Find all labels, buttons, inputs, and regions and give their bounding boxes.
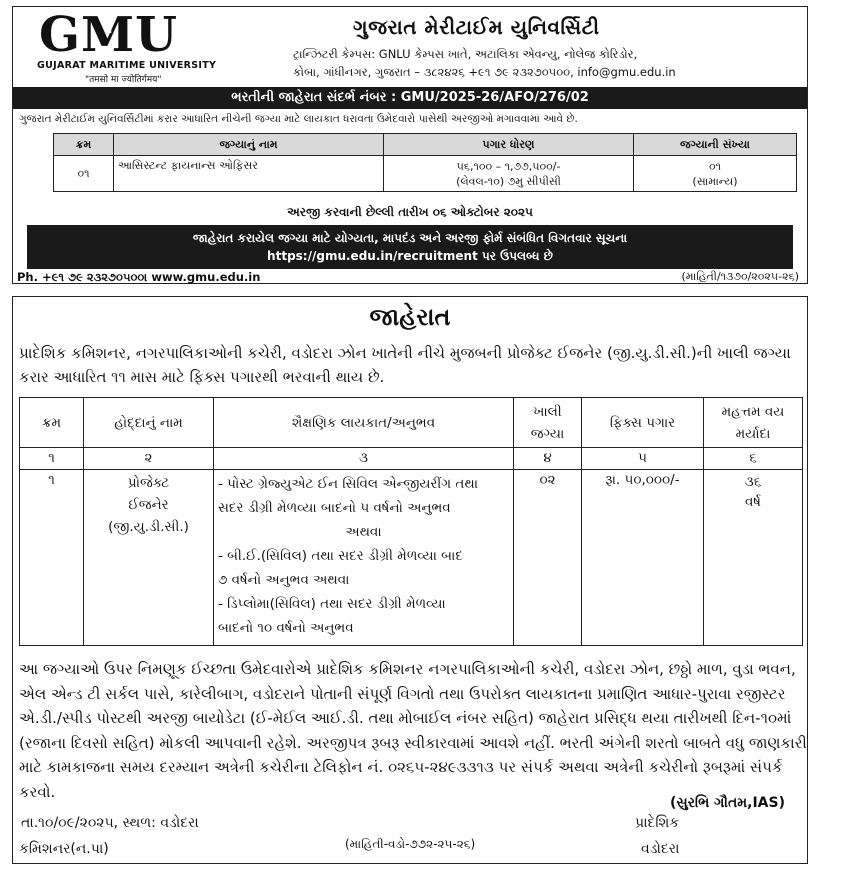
qual-2b: ૭ વર્ષનો અનુભવ અથવા [218, 572, 350, 588]
detail-info-bar [27, 225, 793, 269]
pay-line-2: (લેવલ-૧૦) ૭મુ સીપીસી [456, 174, 561, 188]
vacancy-table [53, 133, 797, 192]
col-header-post: હોદ્દાનું નામ [84, 398, 214, 448]
qual-1b: સદર ડીગ્રી મેળવ્યા બાદનો ૫ વર્ષનો અનુભવ [218, 500, 451, 516]
address-line-1: ટ્રાન્ઝિટરી કેમ્પસ: GNLU કેમ્પસ ખાતે, અટાલિકા એવન્યુ, નોલેજ કોરિડોર, [293, 47, 638, 61]
count-line-2: (સામાન્ય) [692, 174, 738, 188]
age-line-1: ૩૬ [744, 474, 762, 490]
age-line-2: વર્ષ [745, 494, 761, 510]
col-num-3: ૩ [214, 448, 514, 470]
anchor-icon [97, 7, 123, 37]
table-header-row [54, 134, 797, 156]
logo-mark: GMU [39, 7, 178, 63]
cell-pay: રૂા. ૫૦,૦૦૦/- [582, 470, 704, 646]
col-num-1: ૧ [20, 448, 84, 470]
table-row [20, 470, 803, 646]
signatory-role-line-1: પ્રાદેશિક [635, 815, 680, 831]
detail-line-1: જાહેરાત કરાયેલ જગ્યા માટે યોગ્યતા, માપદંડ અને અરજી ફોર્મ સંબંધિત વિગતવાર સૂચના [192, 231, 628, 245]
col-num-4: ૪ [514, 448, 582, 470]
ad2-title: જાહેરાત [369, 303, 451, 331]
cell-vacancy: ૦૨ [514, 470, 582, 646]
qual-or: અથવા [345, 524, 382, 540]
col-header-count: જગ્યાની સંખ્યા [634, 134, 797, 156]
ad2-info-reference: (માહિતી-વડો-૭૭૨-૨૫-૨૬) [345, 837, 476, 851]
project-engineer-table [19, 397, 803, 646]
cell-sr: ૧ [20, 470, 84, 646]
university-name: ગુજરાત મેરીટાઈમ યુનિવર્સિટી [353, 15, 600, 39]
col-header-pay: ફિક્સ પગાર [582, 398, 704, 448]
col-header-vacancy: ખાલી જગ્યા [514, 398, 582, 448]
qual-3b: બાદનો ૧૦ વર્ષનો અનુભવ [218, 620, 354, 636]
phone-website: Ph. +૯૧ ૭૯ ૨૩૨૭૦૫૦૦। www.gmu.edu.in [17, 270, 261, 284]
date-place: તા.૧૦/૦૯/૨૦૨૫, સ્થળ: વડોદરા [21, 815, 199, 831]
gmu-header [13, 7, 807, 85]
detail-line-2: https://gmu.edu.in/recruitment પર ઉપલબ્ધ છે [267, 249, 553, 263]
table-header-row [20, 398, 803, 448]
col-header-post: જગ્યાનું નામ [114, 134, 384, 156]
signatory-role-line-2: વડોદરા [641, 841, 680, 857]
col-num-5: ૫ [582, 448, 704, 470]
col-header-sr: ક્રમ [54, 134, 114, 156]
gmu-advertisement [12, 6, 808, 284]
column-number-row [20, 448, 803, 470]
gmu-logo [19, 9, 269, 83]
col-num-6: ૬ [704, 448, 803, 470]
application-deadline: અરજી કરવાની છેલ્લી તારીખ ૦૬ ઓક્ટોબર ૨૦૨૫ [287, 205, 533, 219]
qual-3a: - ડિપ્લોમા(સિવિલ) તથા સદર ડીગ્રી મેળવ્યા [218, 596, 446, 612]
cell-post [84, 470, 214, 646]
logo-motto: "तमसो मा ज्योतिर्गमय" [85, 75, 162, 85]
recruitment-reference-bar: ભરતીની જાહેરાત સંદર્ભ નંબર : GMU/2025-26/AFO/276/02 [13, 87, 807, 109]
col-header-sr: ક્રમ [20, 398, 84, 448]
qual-2a: - બી.ઈ.(સિવિલ) તથા સદર ડીગ્રી મેળવ્યા બાદ [218, 548, 463, 564]
cell-age [704, 470, 803, 646]
table-row [54, 156, 797, 192]
col-header-qualification: શૈક્ષણિક લાયકાત/અનુભવ [214, 398, 514, 448]
col-header-age: મહત્તમ વય મર્યાદા [704, 398, 803, 448]
signatory-name: (સુરભિ ગૌતમ,IAS) [669, 795, 785, 811]
office-title: કમિશનર(ન.પા) [19, 841, 109, 857]
pay-line-1: ૫૬,૧૦૦ – ૧,૭૭,૫૦૦/- [456, 159, 561, 173]
post-line-2: ઈજનેર [128, 497, 169, 513]
cell-pay [384, 156, 634, 192]
ad1-info-reference: (માહિતી/૧૩૭૦/૨૦૨૫-૨૬) [681, 270, 799, 283]
post-line-3: (જી.યુ.ડી.સી.) [108, 519, 189, 535]
cell-sr: ૦૧ [54, 156, 114, 192]
cell-post: આસિસ્ટન્ટ ફાયનાન્સ ઓફિસર [114, 156, 384, 192]
ad2-intro: પ્રાદેશિક કમિશનર, નગરપાલિકાઓની કચેરી, વડોદરા ઝોન ખાતેની નીચે મુજબની પ્રોજેક્ટ ઈજનેર (જી.યુ.ડી.સી.)ની ખાલી જગ્યા કરાર આધારિત ૧૧ માસ માટે ફિક્સ પગારથી ભરવાની થાય છે. [19, 344, 791, 386]
col-header-pay: પગાર ધોરણ [384, 134, 634, 156]
ad2-body-text: આ જગ્યાઓ ઉપર નિમણૂક ઈચ્છતા ઉમેદવારોએ પ્રાદેશિક કમિશનર નગરપાલિકાઓની કચેરી, વડોદરા ઝોન, છઠ્ઠો માળ, વુડા ભવન, એલ એન્ડ ટી સર્કલ પાસે, કારેલીબાગ, વડોદરાને પોતાની સંપૂર્ણ વિગતો તથા ઉપરોક્ત લાયકાતના પ્રમાણિત આધાર-પુરાવા રજીસ્ટર એ.ડી./સ્પીડ પોસ્ટથી અરજી બાયોડેટા (ઈ-મેઈલ આઈ.ડી. તથા મોબાઈલ નંબર સહિત) જાહેરાત પ્રસિદ્ધ થયા તારીખથી દિન-૧૦માં (રજાના દિવસો સહિત) મોકલી આપવાની રહેશે. અરજીપત્ર રૂબરૂ સ્વીકારવામાં આવશે નહીં. ભરતી અંગેની શરતો બાબતે વધુ જાણકારી માટે કામકાજના સમય દરમ્યાન અત્રેની કચેરીના ટેલિફોન નં. ૦૨૬૫-૨૪૯૩૩૧૩ પર સંપર્ક અથવા અત્રેની કચેરીનો રૂબરૂમાં સંપર્ક કરવો. [19, 660, 807, 801]
address-line-2: કોબા, ગાંધીનગર, ગુજરાત – ૩૮૨૪૨૬ +૯૧ ૭૯ ૨૩૨૭૦૫૦૦, info@gmu.edu.in [293, 65, 676, 79]
count-line-1: ૦૧ [708, 159, 721, 173]
municipal-advertisement [12, 296, 808, 864]
post-line-1: પ્રોજેક્ટ [127, 475, 170, 491]
ad1-intro: ગુજરાત મેરીટાઈમ યુનિવર્સિટીમાં કરાર આધારિત નીચેની જગ્યા માટે લાયકાત ધરાવતા ઉમેદવારો પાસેથી અરજીઓ મંગાવવામાં આવે છે. [19, 113, 578, 125]
col-num-2: ૨ [84, 448, 214, 470]
logo-subtitle: GUJARAT MARITIME UNIVERSITY [37, 60, 217, 71]
qual-1a: - પોસ્ટ ગ્રેજ્યુએટ ઈન સિવિલ એન્જીયરીંગ તથા [218, 476, 479, 492]
cell-qualification [214, 470, 514, 646]
cell-count [634, 156, 797, 192]
